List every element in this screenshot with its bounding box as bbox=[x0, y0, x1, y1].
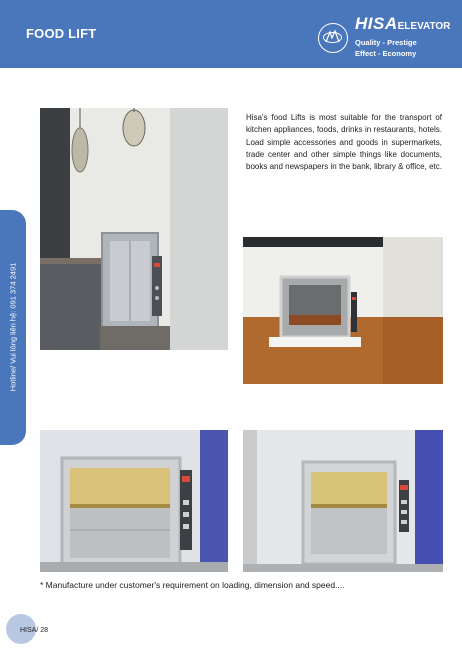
tagline-1: Quality - Prestige bbox=[355, 38, 417, 47]
hisa-logo-icon bbox=[318, 23, 348, 53]
brand-hisa: HISA bbox=[355, 14, 398, 33]
hotline-text: Hotline/ Vui lòng liên hệ: 091 374 2491 bbox=[8, 262, 18, 392]
photo-food-lift-2 bbox=[243, 237, 443, 384]
footnote: * Manufacture under customer's requirement on loading, dimension and speed.... bbox=[40, 580, 345, 590]
tagline-2: Effect - Economy bbox=[355, 49, 417, 58]
brand-name bbox=[355, 14, 450, 34]
brand-elevator: ELEVATOR bbox=[397, 21, 451, 32]
photo-food-lift-4 bbox=[243, 430, 443, 572]
header-bar bbox=[0, 0, 462, 68]
description-text: Hisa's food Lifts is most suitable for the transport of kitchen appliances, foods, drinks in restaurants, hotels. Load simple accessories and goods in supermarkets, trade center and other simple things like documents, books and newspapers in the bank, library & office, etc. bbox=[246, 113, 442, 172]
photo-food-lift-3 bbox=[40, 430, 228, 572]
photo-food-lift-1 bbox=[40, 108, 228, 350]
page-title: FOOD LIFT bbox=[26, 26, 97, 41]
page-number: HISA/ 28 bbox=[20, 627, 49, 634]
